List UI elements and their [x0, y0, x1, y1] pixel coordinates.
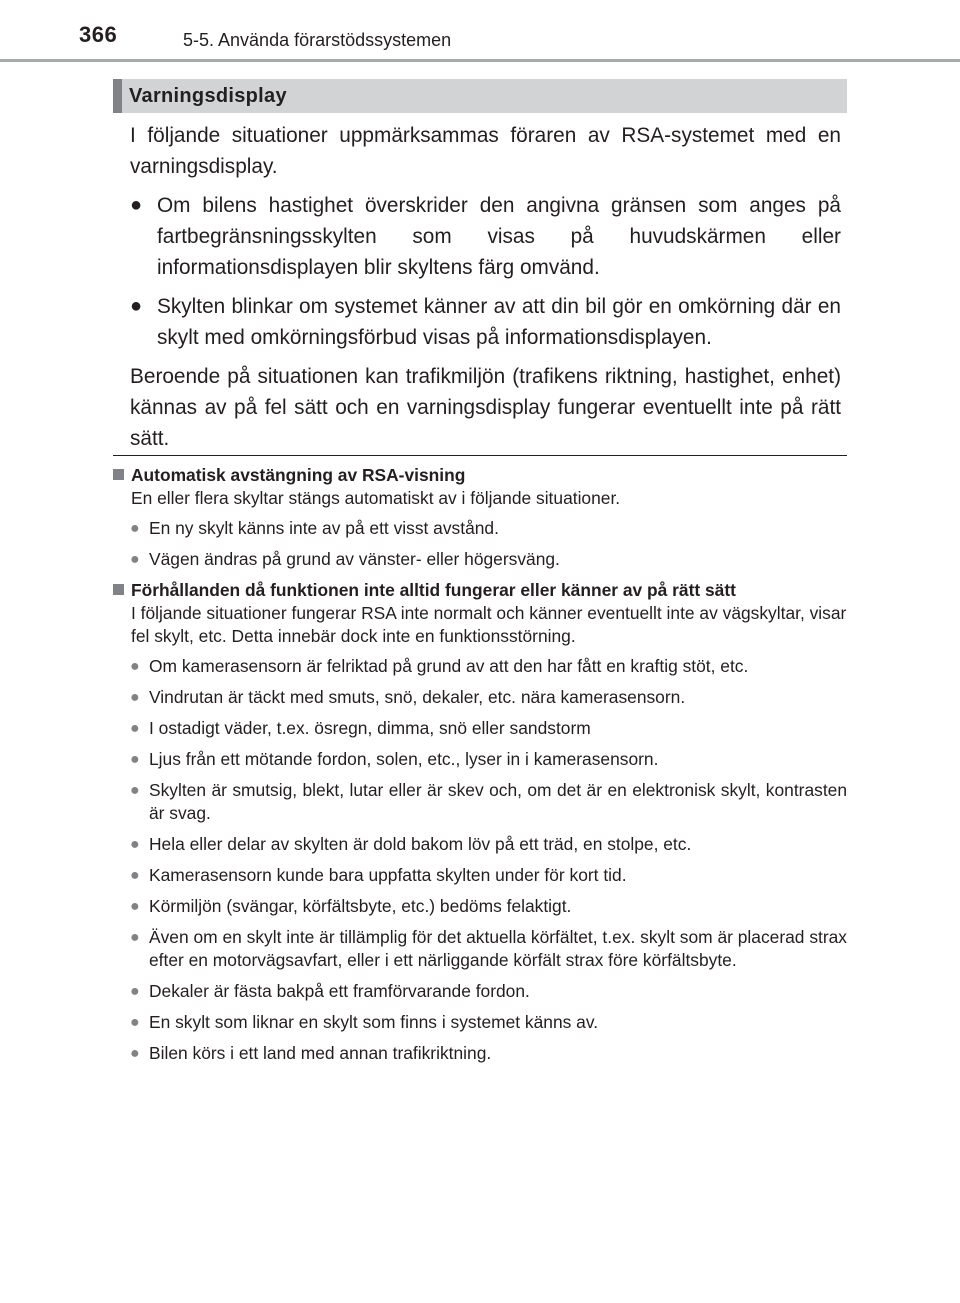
bullet-dot-icon: ●	[130, 782, 140, 799]
note-bullet	[113, 864, 847, 887]
chapter-title: 5-5. Använda förarstödssystemen	[183, 30, 452, 50]
note-bullet	[113, 833, 847, 856]
note-bullet	[113, 717, 847, 740]
notes	[113, 464, 847, 1073]
bullet-dot-icon: ●	[130, 898, 140, 915]
bullet-dot-icon: ●	[130, 689, 140, 706]
section-outro: Beroende på situationen kan trafikmiljön (trafikens riktning, hastighet, enhet) kännas av på fel sätt och en varningsdisplay fungerar eventuellt inte på rätt sätt.	[130, 365, 841, 450]
section-title-bar	[113, 79, 847, 113]
section-title: Varningsdisplay	[129, 85, 287, 107]
bullet-dot-icon: ●	[130, 929, 140, 946]
section-bullet-text: Om bilens hastighet överskrider den angivna gränsen som anges på fartbegränsningsskylten som visas på huvudskärmen eller informationsdisplayen blir skyltens färg omvänd.	[157, 194, 841, 279]
note-bullet-text: Körmiljön (svängar, körfältsbyte, etc.) bedöms felaktigt.	[149, 896, 572, 916]
bullet-dot-icon: ●	[130, 551, 140, 568]
note-heading	[113, 579, 847, 602]
note-bullet	[113, 517, 847, 540]
note-heading	[113, 464, 847, 487]
note-intro: I följande situationer fungerar RSA inte normalt och känner eventuellt inte av vägskyltar, visar fel skylt, etc. Detta innebär dock inte en funktionsstörning.	[131, 603, 847, 646]
bullet-dot-icon: ●	[130, 1045, 140, 1062]
bullet-dot-icon: ●	[130, 836, 140, 853]
bullet-dot-icon: ●	[130, 720, 140, 737]
note-bullet-text: En ny skylt känns inte av på ett visst avstånd.	[149, 518, 499, 538]
section-bar-accent	[113, 79, 122, 113]
bullet-dot-icon: ●	[130, 658, 140, 675]
section-divider	[113, 455, 847, 456]
note-intro: En eller flera skyltar stängs automatiskt av i följande situationer.	[131, 488, 621, 508]
note-bullet-text: Hela eller delar av skylten är dold bakom löv på ett träd, en stolpe, etc.	[149, 834, 692, 854]
note-bullet	[113, 548, 847, 571]
section-bullet	[130, 291, 841, 353]
section-intro: I följande situationer uppmärksammas föraren av RSA-systemet med en varningsdisplay.	[130, 124, 841, 178]
note-bullet-text: Dekaler är fästa bakpå ett framförvarande fordon.	[149, 981, 530, 1001]
section-bullet	[130, 190, 841, 283]
page-header	[0, 0, 960, 64]
note-bullet-text: Bilen körs i ett land med annan trafikriktning.	[149, 1043, 492, 1063]
bullet-dot-icon: ●	[130, 751, 140, 768]
bullet-dot-icon: ●	[130, 983, 140, 1000]
note-bullet-text: Skylten är smutsig, blekt, lutar eller är skev och, om det är en elektronisk skylt, kontrasten är svag.	[149, 780, 847, 823]
note-bullet-text: Om kamerasensorn är felriktad på grund av att den har fått en kraftig stöt, etc.	[149, 656, 749, 676]
note-bullet	[113, 926, 847, 972]
note-bullet-text: Vägen ändras på grund av vänster- eller högersväng.	[149, 549, 560, 569]
note-bullet	[113, 748, 847, 771]
note-heading-text: Förhållanden då funktionen inte alltid fungerar eller känner av på rätt sätt	[131, 580, 736, 600]
note-bullet	[113, 686, 847, 709]
note-bullet-text: En skylt som liknar en skylt som finns i systemet känns av.	[149, 1012, 599, 1032]
note-bullet	[113, 1011, 847, 1034]
bullet-dot-icon: ●	[130, 295, 143, 317]
note-bullet	[113, 980, 847, 1003]
note-bullet-text: Ljus från ett mötande fordon, solen, etc., lyser in i kamerasensorn.	[149, 749, 659, 769]
note-bullet-text: Kamerasensorn kunde bara uppfatta skylten under för kort tid.	[149, 865, 627, 885]
bullet-dot-icon: ●	[130, 1014, 140, 1031]
square-bullet-icon	[113, 584, 124, 595]
note-bullet	[113, 655, 847, 678]
section-body	[130, 120, 841, 462]
bullet-dot-icon: ●	[130, 194, 143, 216]
page-number: 366	[79, 22, 118, 47]
note-bullet	[113, 779, 847, 825]
note-bullet	[113, 895, 847, 918]
note-heading-text: Automatisk avstängning av RSA-visning	[131, 465, 466, 485]
note-bullet-text: I ostadigt väder, t.ex. ösregn, dimma, snö eller sandstorm	[149, 718, 591, 738]
note-bullet-text: Även om en skylt inte är tillämplig för det aktuella körfältet, t.ex. skylt som är placerad strax efter en motorvägsavfart, eller i ett närliggande körfält strax före körfältsbyte.	[149, 927, 847, 970]
header-rule	[0, 59, 960, 62]
square-bullet-icon	[113, 469, 124, 480]
bullet-dot-icon: ●	[130, 520, 140, 537]
section-bullet-text: Skylten blinkar om systemet känner av att din bil gör en omkörning där en skylt med omkörningsförbud visas på informationsdisplayen.	[157, 295, 841, 349]
note-bullet	[113, 1042, 847, 1065]
bullet-dot-icon: ●	[130, 867, 140, 884]
note-bullet-text: Vindrutan är täckt med smuts, snö, dekaler, etc. nära kamerasensorn.	[149, 687, 686, 707]
